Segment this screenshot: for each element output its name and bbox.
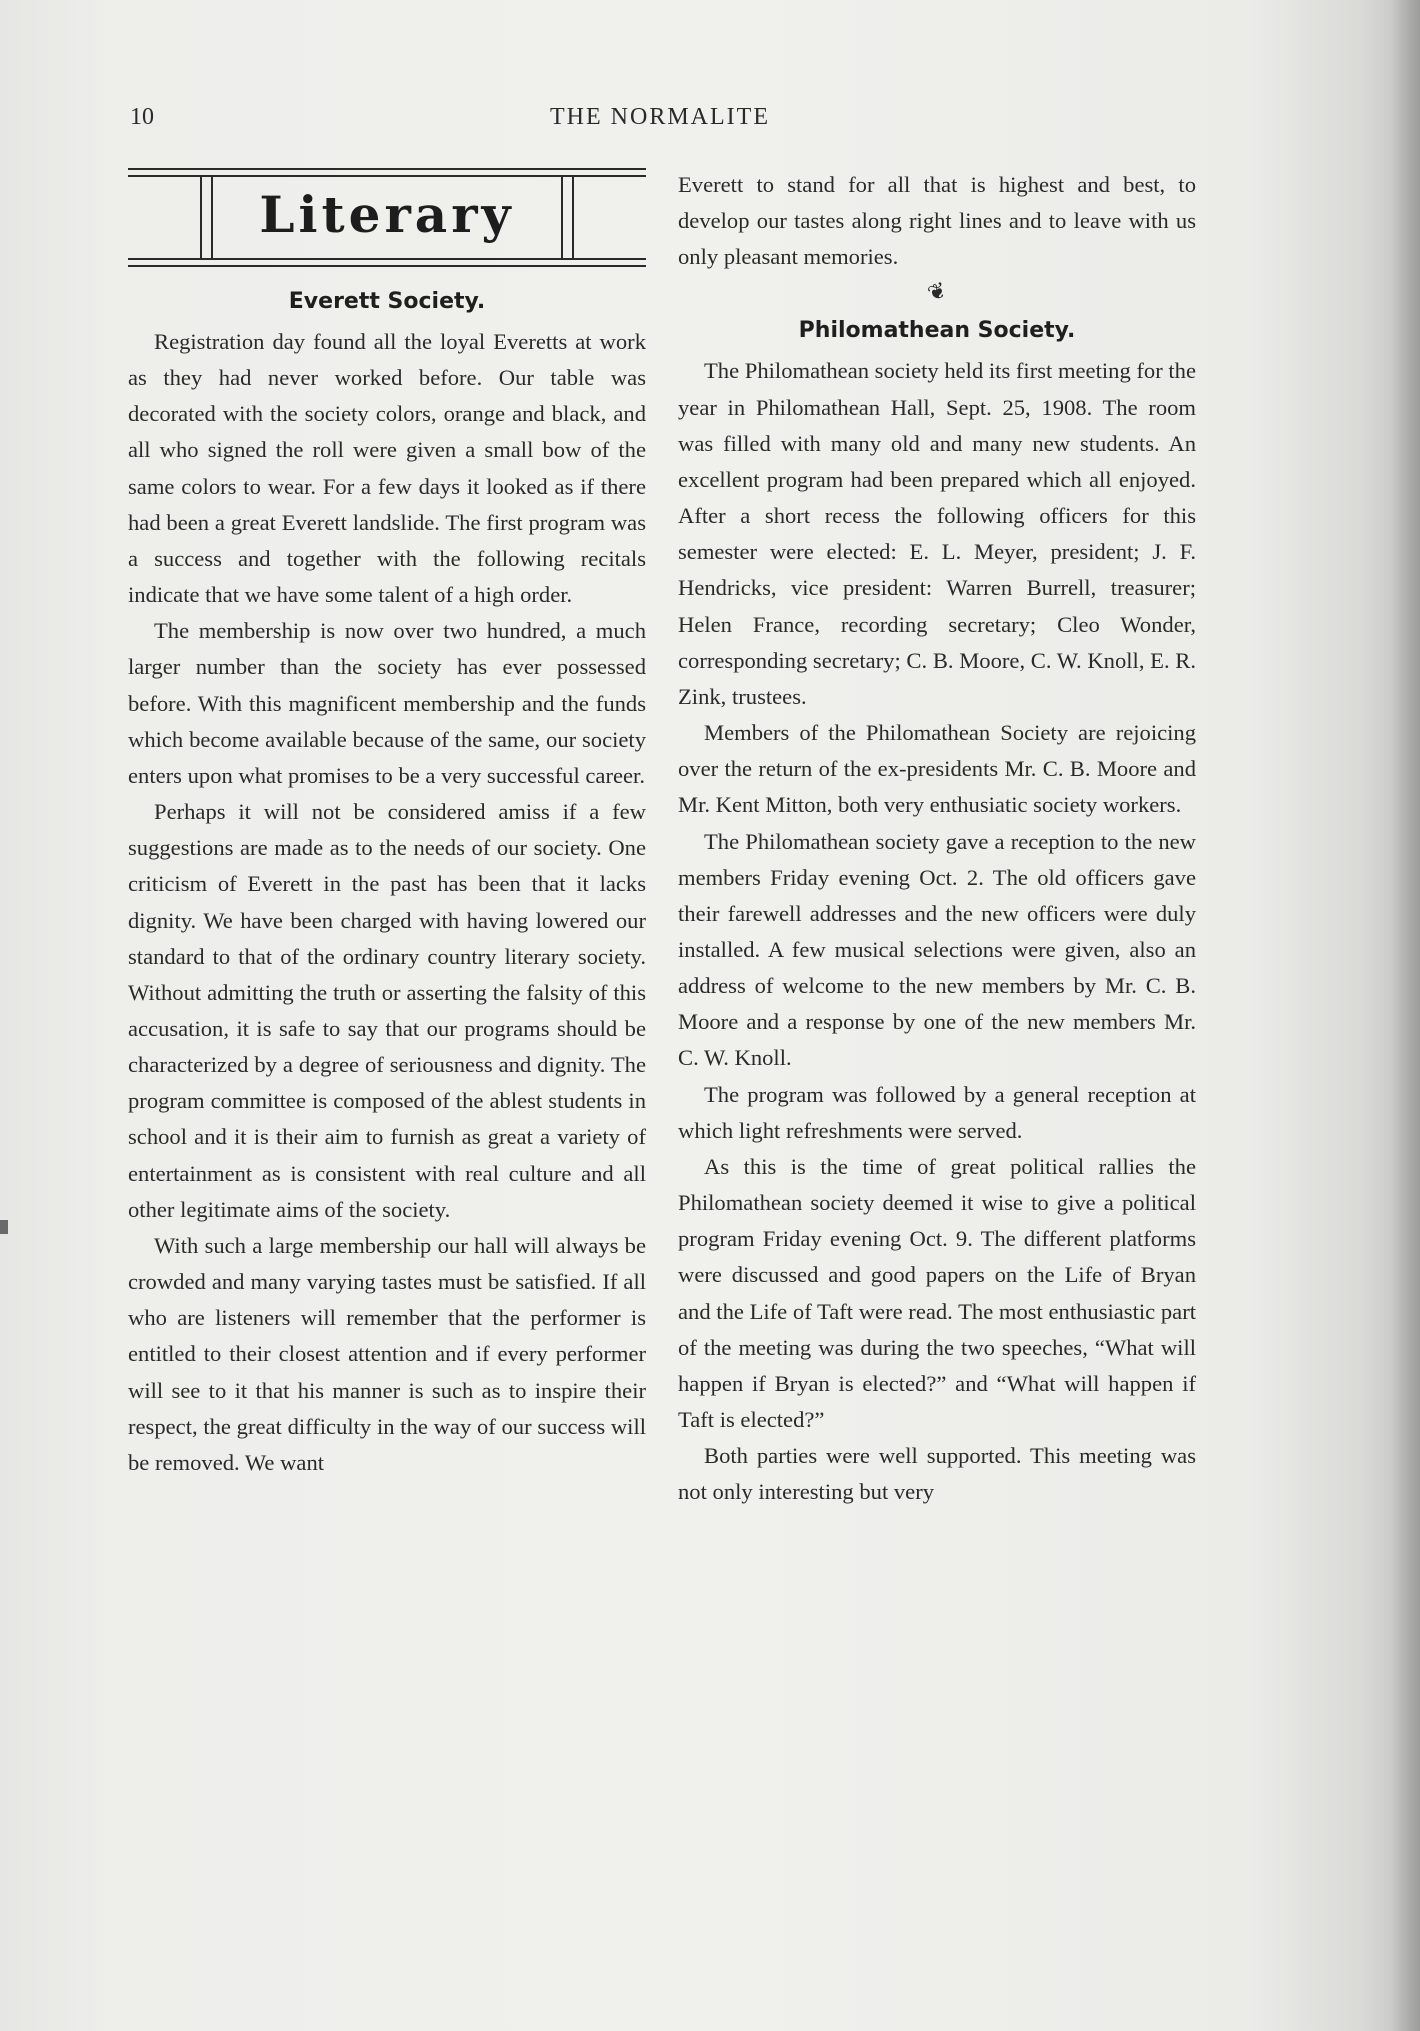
banner-title: Literary <box>259 185 515 244</box>
philomathean-paragraph-6: Both parties were well supported. This meeting was not only interesting but very <box>678 1443 1196 1505</box>
left-column <box>128 168 646 1481</box>
everett-paragraph-2: The membership is now over two hundred, a much larger number than the society has ever possessed before. With this magnificent membership and the funds which become available because of the same, our society enters upon what promises to be a very successful career. <box>128 618 646 788</box>
section-banner <box>128 168 646 276</box>
banner-rule <box>128 168 646 170</box>
everett-paragraph-4: With such a large membership our hall will always be crowded and many varying tastes must be satisfied. If all who are listeners will remember that the performer is entitled to their closest attention and if every performer will see to it that his manner is such as to inspire their respect, the great difficulty in the way of our success will be removed. We want <box>128 1232 646 1475</box>
philomathean-paragraph-5: As this is the time of great political rallies the Philomathean society deemed it wise to give a political program Friday evening Oct. 9. The different platforms were discussed and good papers on the Life of Bryan and the Life of Taft were read. The most enthusiastic part of the meeting was during the two speeches, “What will happen if Bryan is elected?” and “What will happen if Taft is elected?” <box>678 1153 1196 1432</box>
journal-title: THE NORMALITE <box>550 104 770 130</box>
binding-shadow <box>1390 0 1420 2031</box>
everett-paragraph-3: Perhaps it will not be considered amiss if a few suggestions are made as to the needs of our society. One criticism of Everett in the past has been that it lacks dignity. We have been charged with having lowered our standard to that of the ordinary country literary society. Without admitting the truth or asserting the falsity of this accusation, it is safe to say that our programs should be characterized by a degree of seriousness and dignity. The program committee is composed of the ablest students in school and it is their aim to furnish as great a variety of entertainment as is consistent with real culture and all other legitimate aims of the society. <box>128 799 646 1222</box>
philomathean-paragraph-2: Members of the Philomathean Society are rejoicing over the return of the ex-presidents Mr. C. B. Moore and Mr. Kent Mitton, both very enthusiatic society workers. <box>678 720 1196 818</box>
philomathean-heading: Philomathean Society. <box>798 318 1076 344</box>
running-head <box>130 104 1280 140</box>
page-number: 10 <box>130 104 154 130</box>
ornament <box>678 275 1196 309</box>
banner-frame <box>200 175 574 258</box>
everett-paragraph-1: Registration day found all the loyal Everetts at work as they had never worked before. Our table was decorated with the society colors, orange and black, and all who signed the roll were given a small bow of the same colors to wear. For a few days it looked as if there had been a great Everett landslide. The first program was a success and together with the following recitals indicate that we have some talent of a high order. <box>128 329 646 608</box>
philomathean-paragraph-4: The program was followed by a general reception at which light refreshments were served. <box>678 1081 1196 1143</box>
philomathean-paragraph-3: The Philomathean society gave a reception to the new members Friday evening Oct. 2. The old officers gave their farewell addresses and the new officers were duly installed. A few musical selections were given, also an address of welcome to the new members by Mr. C. B. Moore and a response by one of the new members Mr. C. W. Knoll. <box>678 828 1196 1071</box>
right-column <box>678 167 1196 1510</box>
margin-mark <box>0 1220 8 1234</box>
banner-rule <box>128 265 646 267</box>
ornament-mark: ❦ <box>923 277 950 307</box>
philomathean-paragraph-1: The Philomathean society held its first meeting for the year in Philomathean Hall, Sept. 25, 1908. The room was filled with many old and many new students. An excellent program had been prepared which all enjoyed. After a short recess the following officers for this semester were elected: E. L. Meyer, president; J. F. Hendricks, vice president: Warren Burrell, treasurer; Helen France, recording secretary; Cleo Wonder, corresponding secretary; C. B. Moore, C. W. Knoll, E. R. Zink, trustees. <box>678 358 1196 709</box>
everett-continuation: Everett to stand for all that is highest and best, to develop our tastes along right lines and to leave with us only pleasant memories. <box>678 172 1196 270</box>
everett-heading: Everett Society. <box>288 289 486 314</box>
banner-rule <box>128 258 646 260</box>
